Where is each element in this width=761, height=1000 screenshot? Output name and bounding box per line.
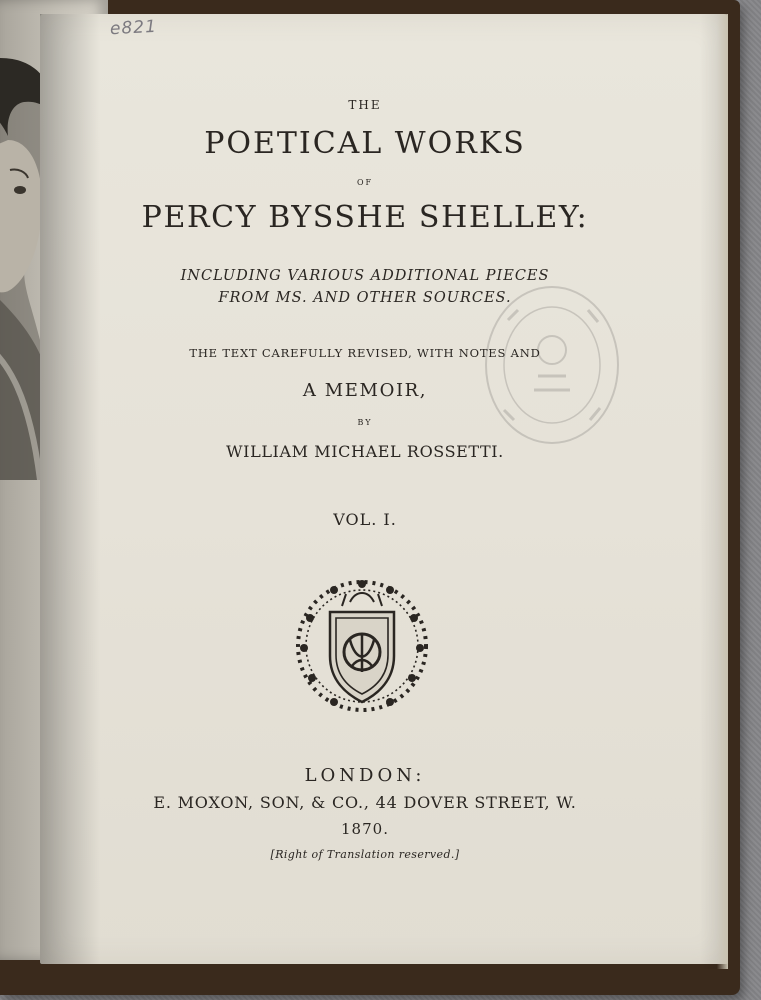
rights-notice: [Right of Translation reserved.] [270, 848, 460, 861]
volume-number: VOL. I. [333, 510, 397, 529]
pencil-annotation: e821 [109, 16, 158, 40]
publisher-crest-icon [290, 578, 434, 714]
imprint-publisher: E. MOXON, SON, & CO., 44 DOVER STREET, W. [153, 793, 577, 812]
memoir-line: A MEMOIR, [302, 380, 428, 401]
imprint-city: LONDON: [304, 765, 426, 786]
subtitle-line-2: FROM MS. AND OTHER SOURCES. [218, 290, 512, 306]
revision-note: THE TEXT CAREFULLY REVISED, WITH NOTES AND [189, 346, 541, 360]
by-line: BY [357, 418, 373, 427]
title-article: THE [348, 98, 382, 112]
subtitle-line-1: INCLUDING VARIOUS ADDITIONAL PIECES [180, 268, 550, 284]
page-edge [700, 14, 728, 969]
title-line-2: PERCY BYSSHE SHELLEY: [141, 200, 589, 235]
imprint-year: 1870. [341, 820, 389, 838]
author-name: WILLIAM MICHAEL ROSSETTI. [226, 442, 504, 461]
title-line-1: POETICAL WORKS [204, 126, 526, 161]
title-of: OF [356, 178, 374, 187]
